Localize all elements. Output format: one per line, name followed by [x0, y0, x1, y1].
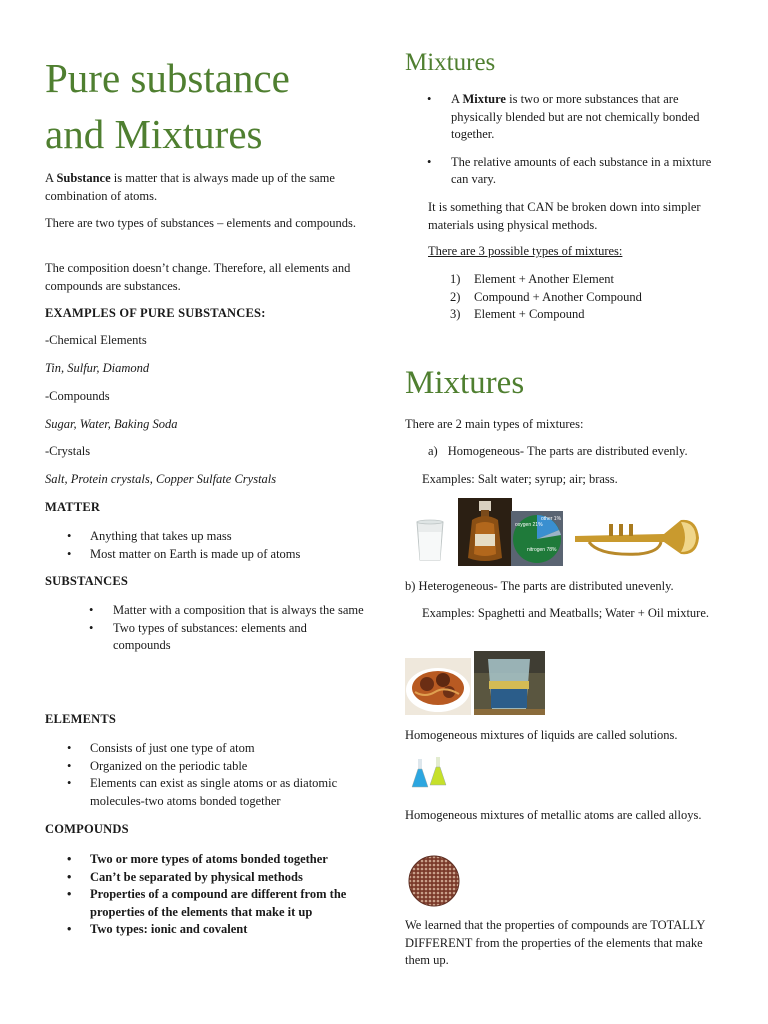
- spaghetti-meatballs-image: [405, 658, 471, 715]
- bullet: •: [67, 758, 72, 773]
- list-marker: a): [428, 444, 438, 458]
- list-item-text: Properties of a compound are different from the properties of the elements that make it up: [90, 887, 347, 919]
- bullet: •: [89, 603, 94, 617]
- ex-crystals-list: Salt, Protein crystals, Copper Sulfate Crystals: [45, 472, 277, 486]
- list-item: [67, 869, 367, 887]
- air-composition-pie-image: [511, 511, 563, 566]
- substance-def-text: is matter that is always made up of the same combination of atoms.: [45, 171, 335, 203]
- compounds-list: [67, 851, 367, 939]
- bullet: •: [67, 741, 72, 755]
- substance-types-paragraph: There are two types of substances – elements and compounds.: [45, 216, 357, 230]
- list-item-text: Two types of substances: elements and compounds: [113, 620, 307, 652]
- syrup-bottle-image: [458, 498, 512, 566]
- list-item: [67, 740, 367, 758]
- list-item: [450, 306, 720, 324]
- list-item-text: Element + Another Element: [474, 272, 614, 286]
- broken-down-paragraph: It is something that CAN be broken down into simpler materials using physical methods.: [428, 200, 701, 232]
- elements-list: [67, 740, 367, 810]
- heterogeneous-examples: Examples: Spaghetti and Meatballs; Water + Oil mixture.: [422, 606, 709, 620]
- types-intro: There are 3 possible types of mixtures:: [428, 244, 623, 258]
- list-item-text: Organized on the periodic table: [90, 758, 248, 773]
- mixture-bullets: [427, 91, 725, 189]
- list-item-text: Matter with a composition that is always the same: [113, 603, 364, 617]
- list-item-text: Can’t be separated by physical methods: [90, 869, 303, 884]
- ex-compounds-list: Sugar, Water, Baking Soda: [45, 417, 178, 431]
- list-item: [67, 775, 367, 810]
- list-item-text: Two types: ionic and covalent: [90, 922, 248, 936]
- list-item: [67, 528, 367, 546]
- lab-flasks-image: [408, 757, 450, 789]
- list-number: 1): [450, 272, 461, 286]
- list-item: [427, 91, 725, 144]
- examples-heading: EXAMPLES OF PURE SUBSTANCES:: [45, 306, 266, 320]
- water-oil-glass-image: [474, 651, 545, 715]
- glass-of-salt-water-image: [409, 518, 451, 564]
- list-number: 3): [450, 307, 461, 321]
- alloys-statement: Homogeneous mixtures of metallic atoms are called alloys.: [405, 808, 702, 822]
- mixtures-heading-top: Mixtures: [405, 49, 496, 76]
- mixture-term: Mixture: [462, 92, 506, 106]
- two-main-types: There are 2 main types of mixtures:: [405, 417, 584, 431]
- substance-term: Substance: [56, 171, 111, 185]
- pie-label-nitrogen: nitrogen 78%: [527, 547, 557, 553]
- ex-elements-label: -Chemical Elements: [45, 333, 147, 347]
- list-item-text: Two or more types of atoms bonded together: [90, 852, 328, 866]
- list-item: [450, 271, 720, 289]
- matter-list: [67, 528, 367, 563]
- list-item-text: Most matter on Earth is made up of atoms: [90, 546, 301, 561]
- brass-trumpet-image: [569, 514, 705, 562]
- solutions-statement: Homogeneous mixtures of liquids are called solutions.: [405, 728, 678, 742]
- list-item-text: Compound + Another Compound: [474, 289, 642, 304]
- mixtures-heading-main: Mixtures: [405, 365, 525, 401]
- bullet: •: [89, 620, 94, 635]
- list-item: [67, 758, 367, 776]
- ex-elements-list: Tin, Sulfur, Diamond: [45, 361, 150, 375]
- substance-definition: [45, 170, 370, 205]
- list-item: [89, 602, 365, 620]
- list-number: 2): [450, 289, 461, 304]
- list-item: [67, 851, 367, 869]
- substance-def-prefix: A: [45, 171, 57, 185]
- ex-crystals-label: -Crystals: [45, 444, 91, 458]
- page-title-line-2: and Mixtures: [45, 111, 263, 157]
- mixture-def-text: is two or more substances that are physically blended but are not chemically bonded together.: [451, 92, 700, 141]
- homogeneous-definition: Homogeneous- The parts are distributed evenly.: [447, 444, 688, 458]
- pie-label-other: other 1%: [541, 516, 562, 522]
- pie-label-oxygen: oxygen 21%: [515, 522, 543, 528]
- ex-compounds-label: -Compounds: [45, 389, 110, 403]
- list-item-text: Elements can exist as single atoms or as diatomic molecules-two atoms bonded together: [90, 776, 338, 808]
- elements-heading: ELEMENTS: [45, 712, 117, 726]
- bullet: •: [67, 776, 72, 790]
- heterogeneous-definition: b) Heterogeneous- The parts are distributed unevenly.: [405, 579, 674, 593]
- homogeneous-line: [428, 443, 688, 461]
- bullet: •: [67, 869, 72, 884]
- list-item: [67, 921, 367, 939]
- list-item: [427, 154, 725, 189]
- page-title: [45, 50, 290, 162]
- composition-paragraph: The composition doesn’t change. Therefore, all elements and compounds are substances.: [45, 261, 351, 293]
- bullet: •: [67, 922, 72, 936]
- page-title-line-1: Pure substance: [45, 55, 290, 101]
- list-item: [450, 289, 720, 307]
- compounds-heading: COMPOUNDS: [45, 822, 129, 836]
- mixture-def-prefix: A: [451, 92, 463, 106]
- bullet: •: [67, 852, 72, 866]
- alloy-atom-sphere-image: [408, 855, 460, 907]
- homogeneous-examples: Examples: Salt water; syrup; air; brass.: [422, 472, 618, 486]
- list-item-text: Element + Compound: [474, 307, 585, 321]
- list-item-text: The relative amounts of each substance in a mixture can vary.: [451, 154, 712, 186]
- substances-heading: SUBSTANCES: [45, 574, 129, 588]
- bullet: •: [427, 154, 432, 169]
- list-item: [67, 546, 367, 564]
- matter-heading: MATTER: [45, 500, 101, 514]
- list-item: [67, 886, 367, 921]
- list-item-text: Anything that takes up mass: [90, 529, 232, 543]
- substances-list: [89, 602, 365, 655]
- bullet: •: [67, 529, 72, 543]
- bullet: •: [67, 887, 72, 901]
- mixture-types-list: [450, 271, 720, 324]
- bullet: •: [67, 546, 72, 561]
- list-item: [89, 620, 365, 655]
- closing-statement: We learned that the properties of compounds are TOTALLY DIFFERENT from the properties of the elements that make them up.: [405, 918, 705, 967]
- list-item-text: Consists of just one type of atom: [90, 741, 255, 755]
- bullet: •: [427, 92, 432, 106]
